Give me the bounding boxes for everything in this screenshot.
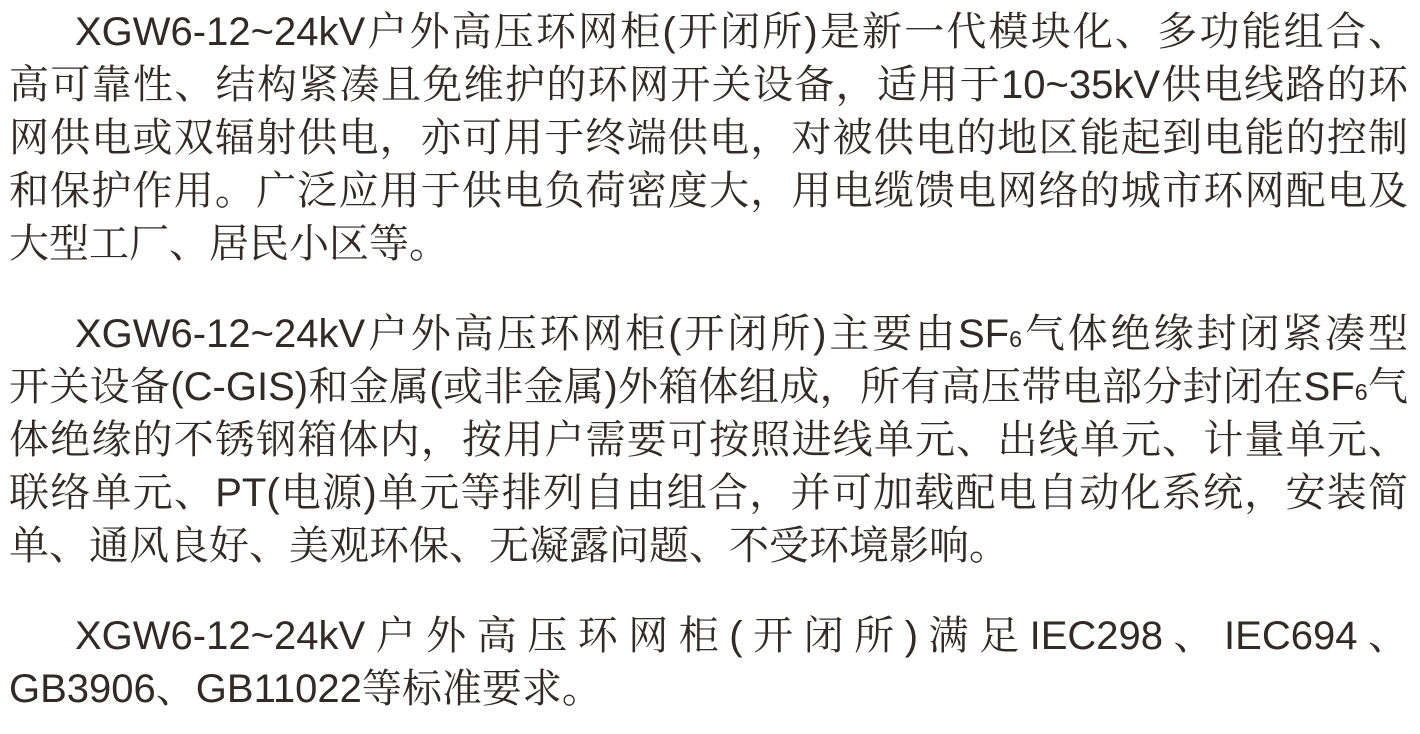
text-segment: 气体绝缘封闭紧凑型 [1022, 312, 1408, 356]
text-line [9, 414, 1408, 467]
text-line [9, 308, 1408, 361]
text-segment: 开关设备(C-GIS)和金属(或非金属)外箱体组成，所有高压带电部分封闭在SF [9, 365, 1355, 409]
text-line [9, 467, 1408, 520]
sf6-subscript: 6 [1009, 326, 1023, 352]
text-segment: 体绝缘的不锈钢箱体内，按用户需要可按照进线单元、出线单元、计量单元、 [9, 418, 1408, 462]
text-segment: 大型工厂、居民小区等。 [9, 222, 449, 266]
text-segment: XGW6-12~24kV户外高压环网柜(开闭所)主要由SF [75, 312, 1010, 356]
text-segment: 和保护作用。广泛应用于供电负荷密度大，用电缆馈电网络的城市环网配电及 [9, 169, 1408, 213]
text-segment: 高可靠性、结构紧凑且免维护的环网开关设备，适用于10~35kV供电线路的环 [9, 63, 1408, 107]
text-line [9, 112, 1408, 165]
text-segment: 单、通风良好、美观环保、无凝露问题、不受环境影响。 [9, 524, 1009, 568]
text-line [9, 361, 1408, 414]
text-segment: 网供电或双辐射供电，亦可用于终端供电，对被供电的地区能起到电能的控制 [9, 116, 1408, 160]
paragraph-standards [9, 610, 1408, 716]
text-line [9, 59, 1408, 112]
paragraph-intro [9, 6, 1408, 271]
text-line [9, 610, 1408, 663]
text-segment: XGW6-12~24kV户外高压环网柜(开闭所)满足IEC298、IEC694、 [75, 614, 1408, 658]
text-segment: 气 [1367, 365, 1408, 409]
text-line [9, 165, 1408, 218]
text-segment: GB3906、GB11022等标准要求。 [9, 667, 602, 711]
sf6-subscript: 6 [1354, 379, 1368, 405]
text-line [9, 520, 1408, 573]
text-segment: XGW6-12~24kV户外高压环网柜(开闭所)是新一代模块化、多功能组合、 [75, 10, 1408, 54]
text-line [9, 663, 1408, 716]
text-segment: 联络单元、PT(电源)单元等排列自由组合，并可加载配电自动化系统，安装简 [9, 471, 1408, 515]
text-line [9, 6, 1408, 59]
paragraph-composition [9, 308, 1408, 573]
text-line [9, 218, 1408, 271]
